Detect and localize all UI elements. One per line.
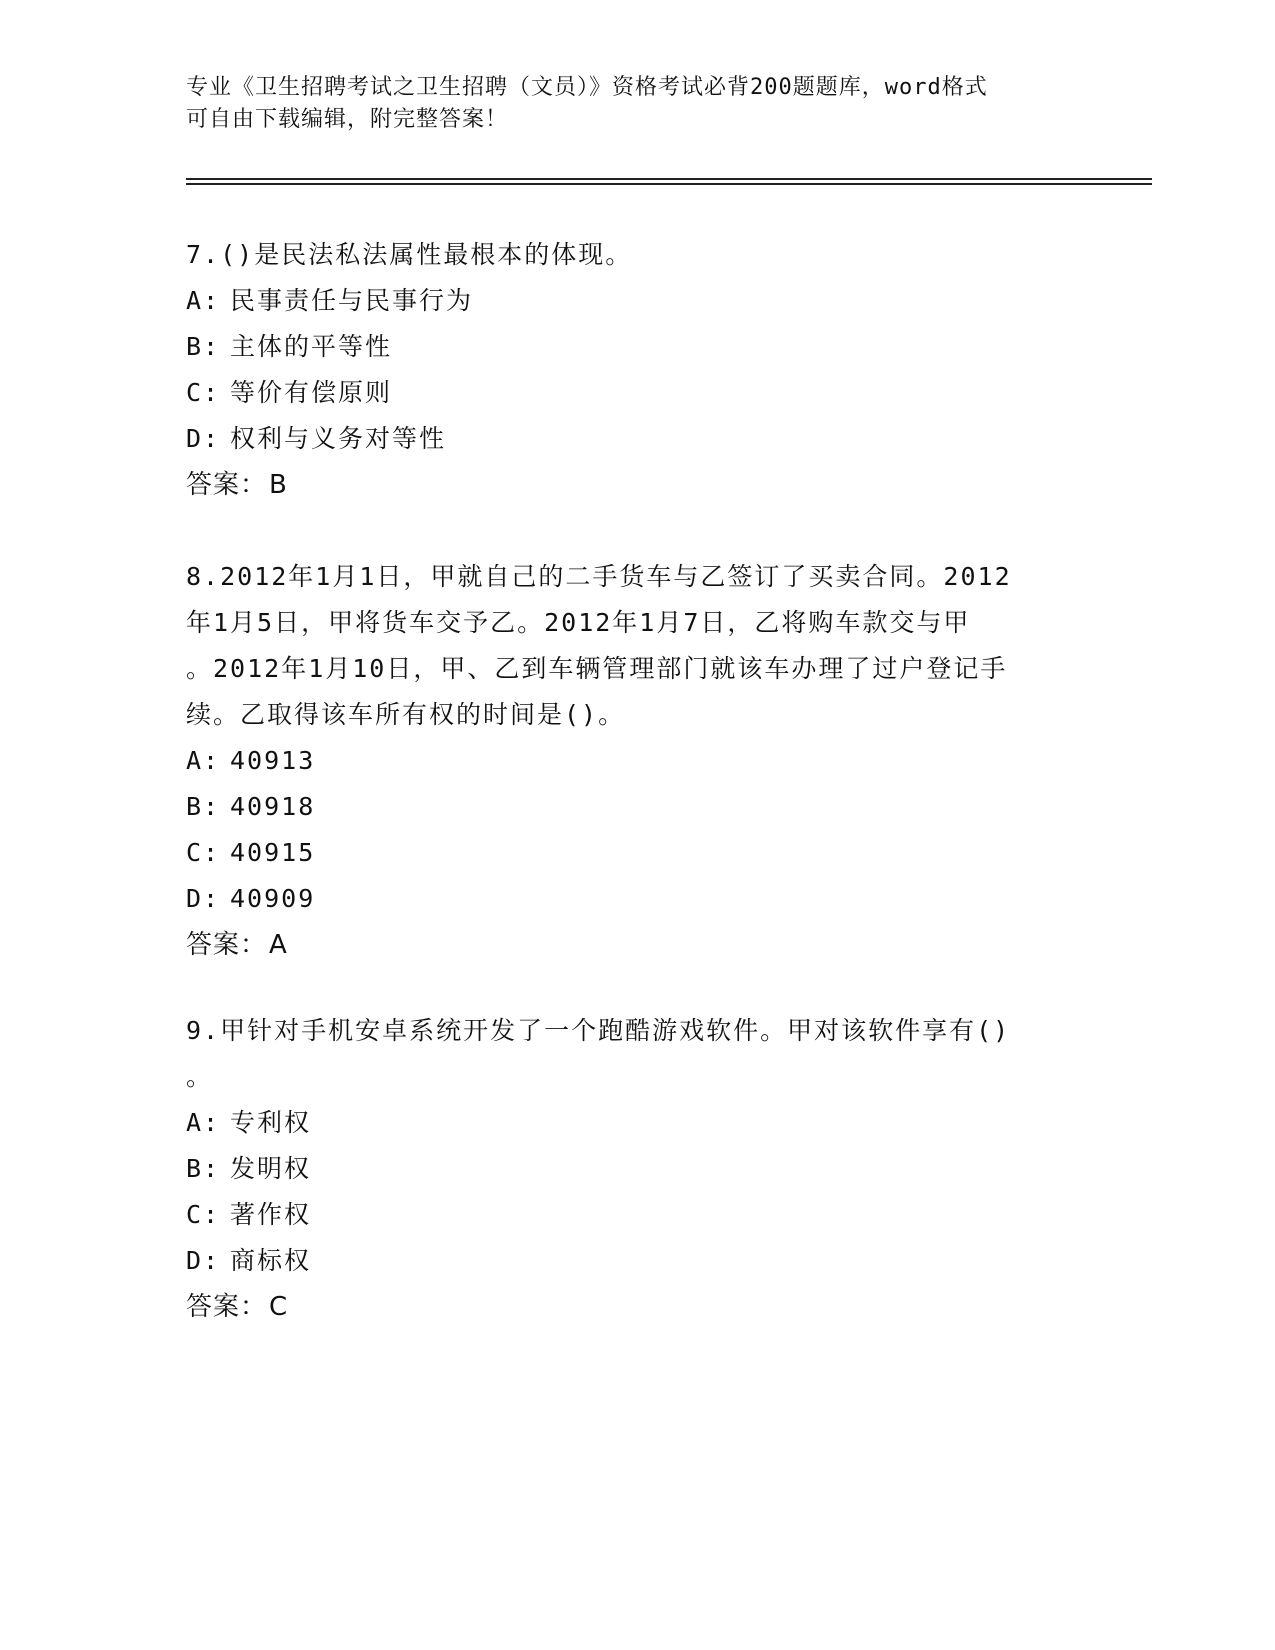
option-letter: A:: [186, 746, 221, 775]
question-8: [186, 554, 1086, 968]
option-text: 商标权: [230, 1246, 312, 1275]
header-divider-bottom: [186, 183, 1152, 185]
option-text: 40915: [230, 838, 316, 867]
option-text: 发明权: [230, 1154, 312, 1183]
question-text: [186, 232, 1086, 278]
question-line: 9.甲针对手机安卓系统开发了一个跑酷游戏软件。甲对该软件享有(): [186, 1016, 1011, 1045]
answer-line: [186, 462, 1086, 508]
answer-value: A: [269, 930, 288, 960]
option-letter: D:: [186, 424, 221, 453]
option-text: 40913: [230, 746, 316, 775]
option-b: [186, 1146, 1086, 1192]
option-letter: B:: [186, 332, 221, 361]
option-text: 著作权: [230, 1200, 312, 1229]
option-letter: C:: [186, 838, 221, 867]
answer-line: [186, 1284, 1086, 1330]
option-b: [186, 324, 1086, 370]
option-letter: B:: [186, 792, 221, 821]
option-letter: D:: [186, 1246, 221, 1275]
option-text: 权利与义务对等性: [230, 424, 447, 453]
option-c: [186, 370, 1086, 416]
option-d: [186, 1238, 1086, 1284]
question-7: [186, 232, 1086, 508]
option-c: [186, 1192, 1086, 1238]
option-a: [186, 278, 1086, 324]
option-b: [186, 784, 1086, 830]
header-divider-top: [186, 178, 1152, 180]
answer-label: 答案：: [186, 470, 268, 500]
header-line-2: 可自由下载编辑，附完整答案！: [186, 107, 509, 132]
option-text: 民事责任与民事行为: [230, 286, 474, 315]
question-line: 年1月5日，甲将货车交予乙。2012年1月7日，乙将购车款交与甲: [186, 608, 971, 637]
option-text: 40909: [230, 884, 316, 913]
question-line: 。2012年1月10日，甲、乙到车辆管理部门就该车办理了过户登记手: [186, 654, 1008, 683]
question-text: [186, 1008, 1086, 1100]
header-line-1: 专业《卫生招聘考试之卫生招聘（文员）》资格考试必背200题题库，word格式: [186, 75, 988, 100]
option-text: 等价有偿原则: [230, 378, 393, 407]
document-header: [186, 72, 1086, 136]
option-letter: C:: [186, 1200, 221, 1229]
option-letter: A:: [186, 286, 221, 315]
answer-label: 答案：: [186, 1292, 268, 1322]
option-letter: B:: [186, 1154, 221, 1183]
question-line: 续。乙取得该车所有权的时间是()。: [186, 700, 626, 729]
answer-line: [186, 922, 1086, 968]
question-line: 。: [186, 1062, 214, 1091]
option-a: [186, 1100, 1086, 1146]
option-letter: D:: [186, 884, 221, 913]
option-a: [186, 738, 1086, 784]
question-line: 7.()是民法私法属性最根本的体现。: [186, 240, 633, 269]
question-line: 8.2012年1月1日，甲就自己的二手货车与乙签订了买卖合同。2012: [186, 562, 1012, 591]
option-text: 主体的平等性: [230, 332, 393, 361]
answer-value: B: [269, 470, 288, 500]
option-letter: C:: [186, 378, 221, 407]
answer-label: 答案：: [186, 930, 268, 960]
question-text: [186, 554, 1086, 738]
option-letter: A:: [186, 1108, 221, 1137]
question-9: [186, 1008, 1086, 1330]
option-c: [186, 830, 1086, 876]
option-text: 专利权: [230, 1108, 312, 1137]
option-d: [186, 416, 1086, 462]
option-text: 40918: [230, 792, 316, 821]
option-d: [186, 876, 1086, 922]
answer-value: C: [269, 1292, 289, 1322]
